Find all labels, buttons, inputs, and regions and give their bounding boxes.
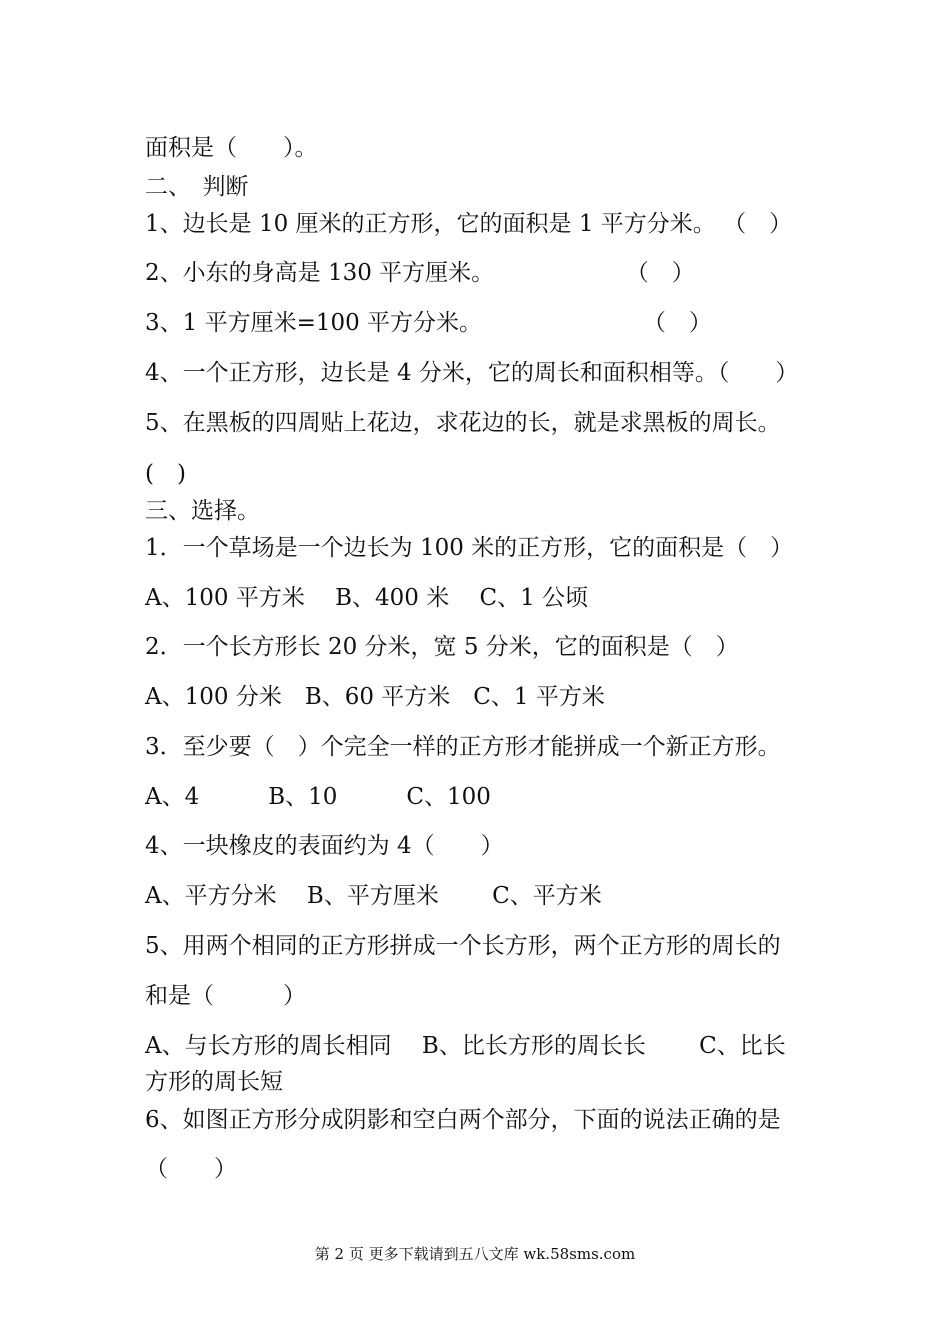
choice-question-4-options: A、平方分米 B、平方厘米 C、平方米: [145, 883, 602, 909]
choice-question-1: 1．一个草场是一个边长为 100 米的正方形，它的面积是（ ）: [145, 535, 794, 561]
judge-question-2: 2、小东的身高是 130 平方厘米。 （ ）: [145, 260, 695, 286]
judge-question-1: 1、边长是 10 厘米的正方形，它的面积是 1 平方分米。 （ ）: [145, 211, 793, 237]
choice-question-4: 4、一块橡皮的表面约为 4（ ）: [145, 833, 504, 859]
choice-question-5-cont: 和是（ ）: [145, 983, 306, 1009]
text-line-area-blank: 面积是（ ）。: [145, 135, 318, 161]
choice-question-5-options: A、与长方形的周长相同 B、比长方形的周长长 C、比长: [145, 1033, 786, 1059]
choice-question-3-options: A、4 B、10 C、100: [145, 784, 491, 810]
choice-question-6-blank: （ ）: [145, 1156, 237, 1182]
choice-question-6: 6、如图正方形分成阴影和空白两个部分，下面的说法正确的是: [145, 1107, 781, 1133]
judge-question-5-blank: ( ): [145, 461, 186, 487]
choice-question-2: 2．一个长方形长 20 分米，宽 5 分米，它的面积是（ ）: [145, 634, 739, 660]
judge-question-3: 3、1 平方厘米=100 平方分米。 （ ）: [145, 310, 712, 336]
section-heading-choice: 三、选择。: [145, 498, 260, 524]
choice-question-2-options: A、100 分米 B、60 平方米 C、1 平方米: [145, 684, 605, 710]
choice-question-3: 3．至少要（ ）个完全一样的正方形才能拼成一个新正方形。: [145, 734, 781, 760]
choice-question-1-options: A、100 平方米 B、400 米 C、1 公顷: [145, 585, 589, 611]
choice-question-5: 5、用两个相同的正方形拼成一个长方形，两个正方形的周长的: [145, 933, 781, 959]
choice-question-5-options-cont: 方形的周长短: [145, 1069, 283, 1095]
judge-question-4: 4、一个正方形，边长是 4 分米，它的周长和面积相等。（ ）: [145, 360, 799, 386]
section-heading-judge: 二、 判断: [145, 174, 249, 200]
page-footer: 第 2 页 更多下载请到五八文库 wk.58sms.com: [314, 1245, 636, 1263]
judge-question-5: 5、在黑板的四周贴上花边，求花边的长，就是求黑板的周长。: [145, 410, 781, 436]
